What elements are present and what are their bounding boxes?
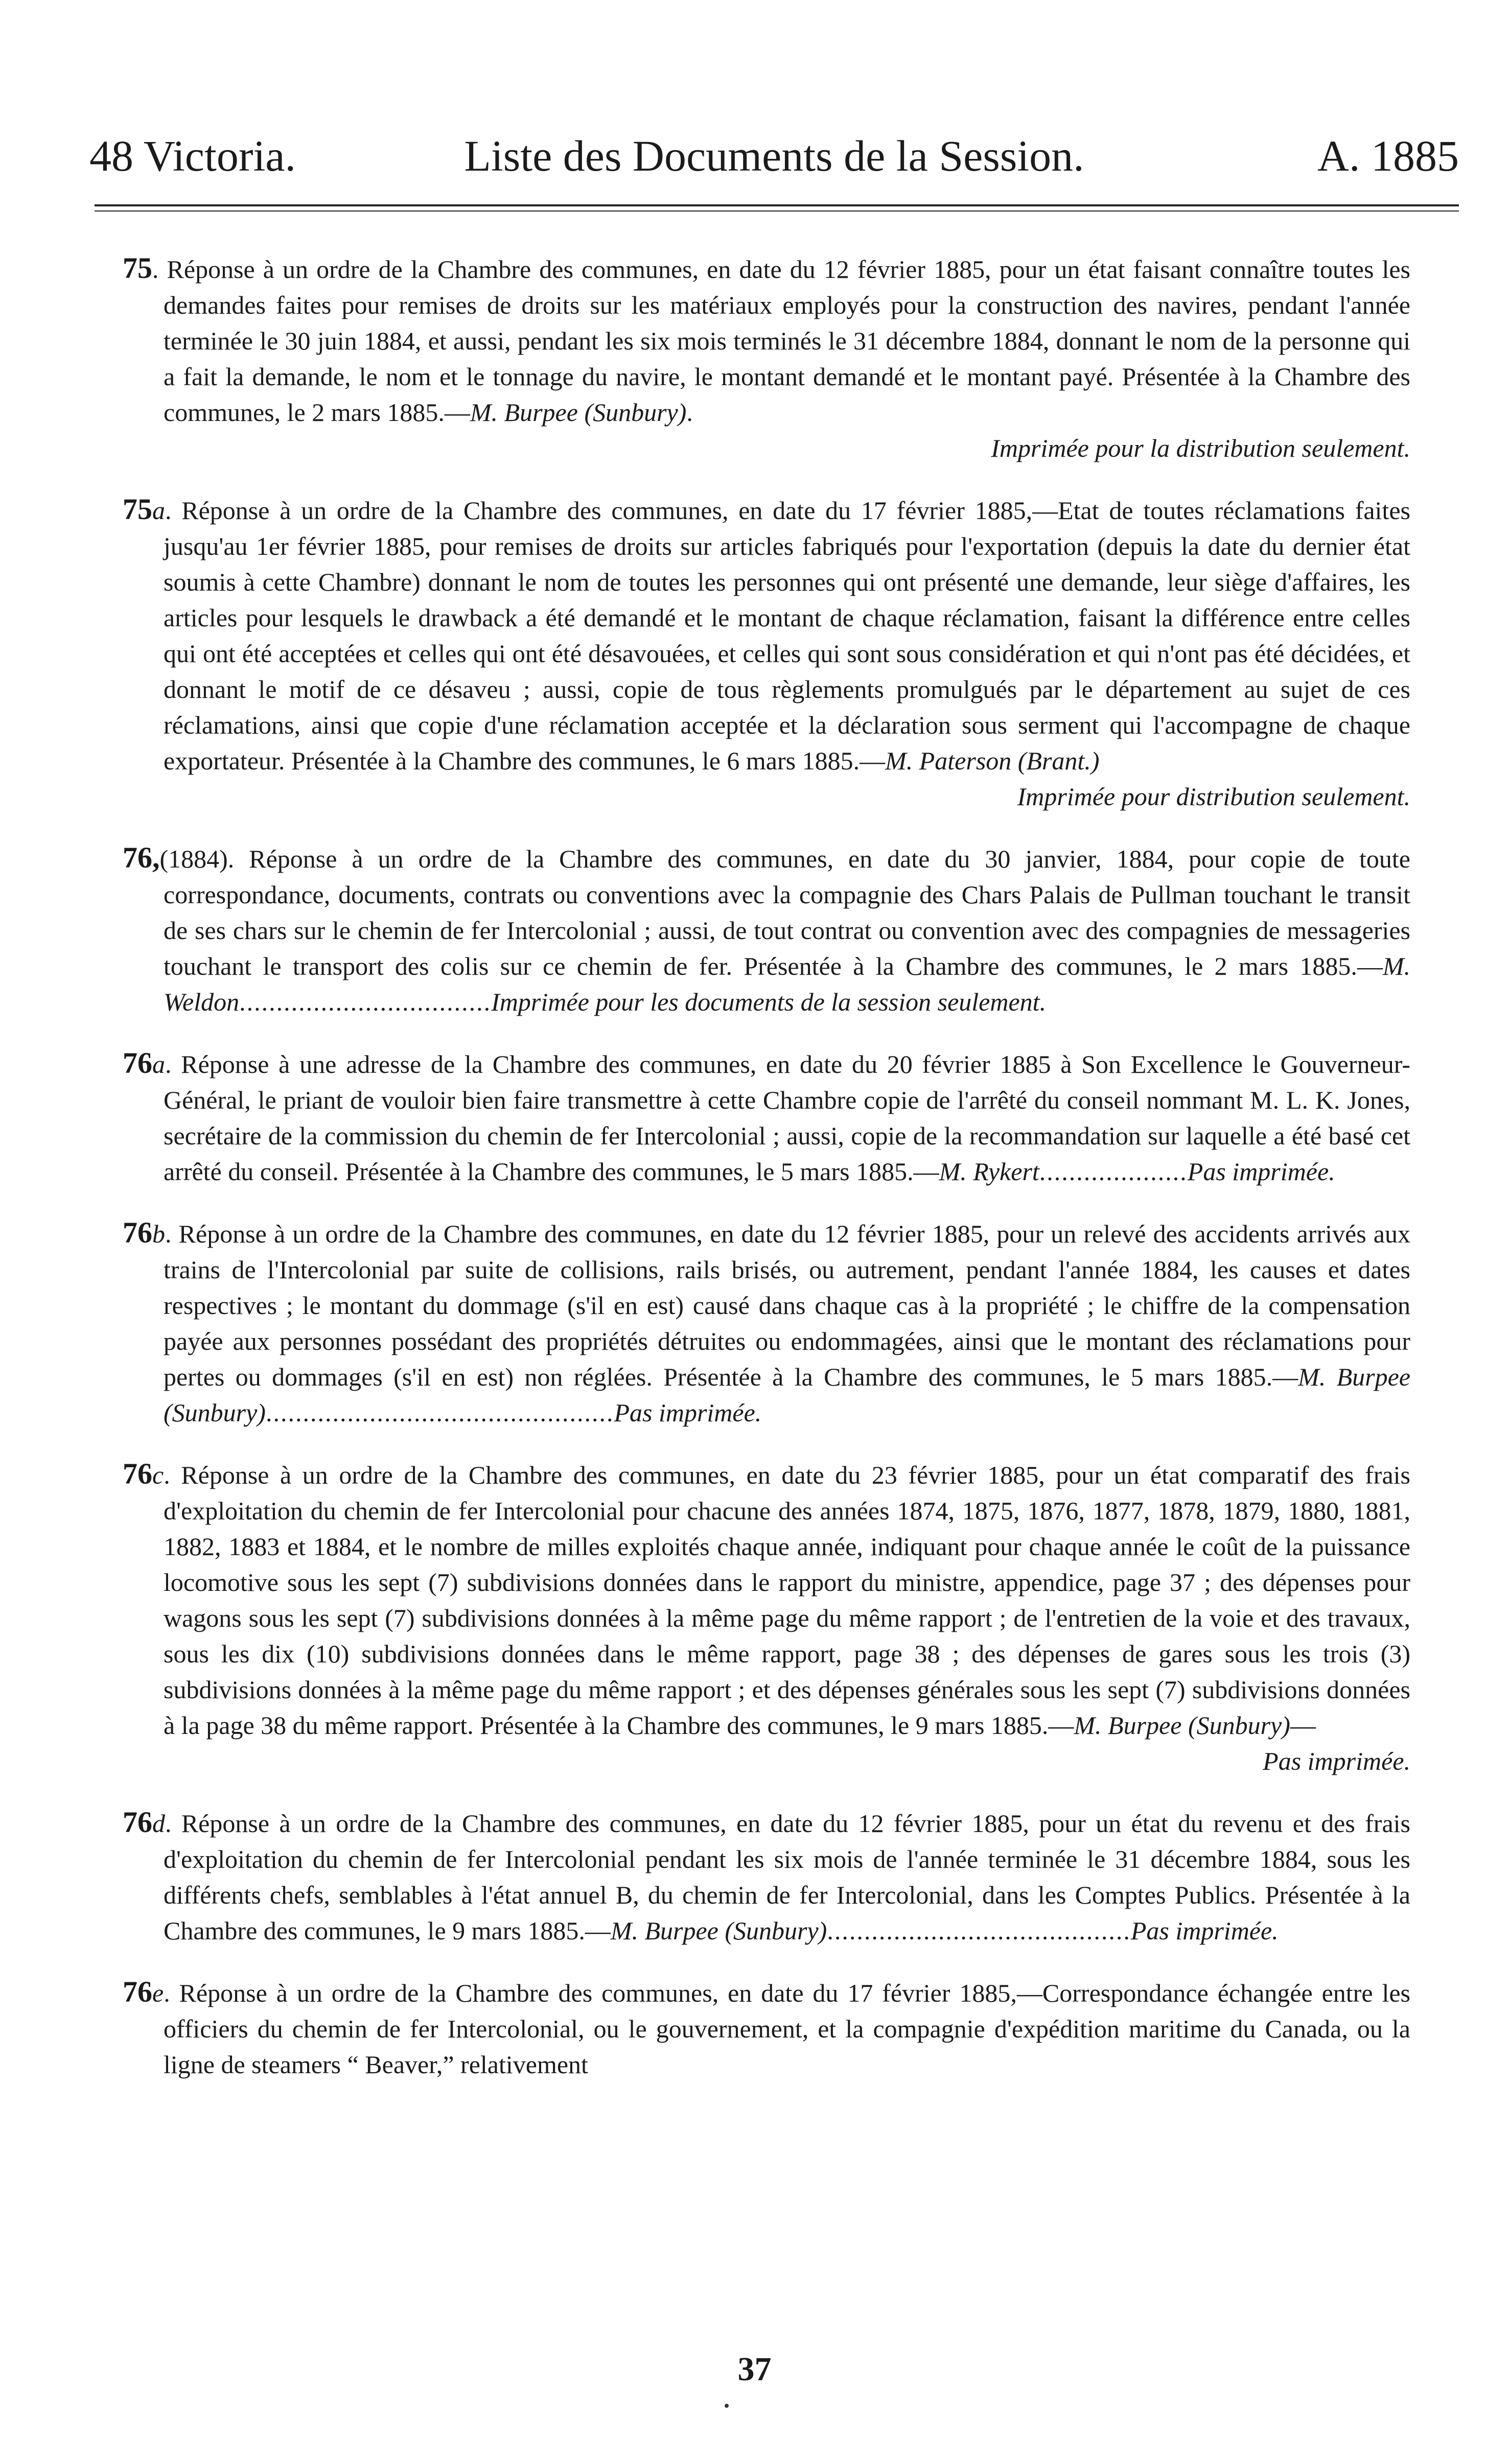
entry-number: 75 [123,251,152,285]
entry-76e [123,1974,1410,2082]
entry-76a [123,1045,1410,1189]
entry-member: M. Burpee (Sunbury) [470,398,687,427]
entry-76c [123,1456,1410,1779]
entry-member: M. Burpee (Sunbury) [610,1916,827,1945]
entry-number: 76, [123,841,160,874]
entry-number: 76a [123,1046,165,1080]
entry-member: M. Burpee (Sunbury) [1074,1711,1290,1740]
entry-status: Imprimée pour les documents de la session seulement. [491,988,1047,1016]
document-list [123,225,1410,2102]
leader-dots: ......................................... [827,1916,1131,1945]
running-header [89,125,1459,186]
leader-dots: .................... [1039,1157,1188,1186]
entry-punct: . [686,398,693,427]
entry-number: 76e [123,1975,164,2008]
entry-member: M. Weldon [164,952,1410,1016]
entry-member: M. Paterson (Brant.) [885,746,1100,775]
entry-text: . Réponse à un ordre de la Chambre des communes, en date du 23 février 1885, pour un état comparatif des frais d'exploitation du chemin de fer Intercolonial pour chacune des années 1874, 1875, 1876, 1877, 1878, 1879, 1880, 1881, 1882, 1883 et 1884, et le nombre de milles exploités chaque année, indiquant pour chaque année le coût de la puissance locomotive sous les sept (7) subdivisions données dans le rapport du ministre, appendice, page 37 ; des dépenses pour wagons sous les sept (7) subdivisions données à la même page du même rapport ; de l'entretien de la voie et des travaux, sous les dix (10) subdivisions données dans le même rapport, page 38 ; des dépenses de gares sous les trois (3) subdivisions données à la même page du même rapport ; et des dépenses générales sous les sept (7) subdivisions données à la page 38 du même rapport. Présentée à la Chambre des communes, le 9 mars 1885.— [164,1461,1410,1740]
entry-status: Pas imprimée. [1187,1157,1335,1186]
entry-76-1884 [123,840,1410,1020]
entry-76b [123,1215,1410,1430]
page-number: 37 [737,2351,772,2388]
entry-punct: — [1290,1711,1316,1740]
entry-status: Pas imprimée. [1130,1916,1279,1945]
entry-76d [123,1804,1410,1949]
entry-status: Pas imprimée. [1263,1747,1410,1775]
entry-text: . Réponse à un ordre de la Chambre des communes, en date du 12 février 1885, pour un état faisant connaître toutes les demandes faites pour remises de droits sur les matériaux employés pour la construction des navires, pendant l'année terminée le 30 juin 1884, et aussi, pendant les six mois terminés le 31 décembre 1884, donnant le nom de la personne qui a fait la demande, le nom et le tonnage du navire, le montant demandé et le montant payé. Présentée à la Chambre des communes, le 2 mars 1885.— [152,255,1410,427]
header-rule [95,204,1459,206]
entry-member: M. Burpee (Sunbury) [164,1363,1410,1427]
header-title: Liste des Documents de la Session. [464,131,1084,180]
entry-status: Imprimée pour la distribution seulement. [991,434,1410,462]
entry-text: (1884). Réponse à un ordre de la Chambre des communes, en date du 30 janvier, 1884, pour copie de toute correspondance, documents, contrats ou conventions avec la compagnie des Chars Palais de Pullman touchant le transit de ses chars sur le chemin de fer Intercolonial ; aussi, de tout contrat ou convention avec des compagnies de messageries touchant le transport des colis sur ce chemin de fer. Présentée à la Chambre des communes, le 2 mars 1885.— [159,844,1410,980]
header-rule-thin [95,210,1459,212]
header-year: A. 1885 [1317,131,1459,180]
entry-text: . Réponse à une adresse de la Chambre des communes, en date du 20 février 1885 à Son Excellence le Gouverneur-Général, le priant de vouloir bien faire transmettre à cette Chambre copie de l'arrêté du conseil nommant M. L. K. Jones, secrétaire de la commission du chemin de fer Intercolonial ; aussi, copie de la recommandation sur laquelle a été basé cet arrêté du conseil. Présentée à la Chambre des communes, le 5 mars 1885.— [164,1050,1410,1186]
entry-status: Imprimée pour distribution seulement. [1017,782,1410,811]
leader-dots: ............................................... [265,1398,614,1427]
entry-text: . Réponse à un ordre de la Chambre des communes, en date du 17 février 1885,—Etat de toutes réclamations faites jusqu'au 1er février 1885, pour remises de droits sur articles fabriqués pour l'exportation (depuis la date du dernier état soumis à cette Chambre) donnant le nom de toutes les personnes qui ont présenté une demande, leur siège d'affaires, les articles pour lesquels le drawback a été demandé et le montant de chaque réclamation, faisant la différence entre celles qui ont été acceptées et celles qui ont été désavouées, et celles qui sont sous considération et qui n'ont pas été décidées, et donnant le motif de ce désaveu ; aussi, copie de tous règlements promulgués par le département au sujet de ces réclamations, ainsi que copie d'une réclamation acceptée et la déclaration sous serment qui l'accompagne de chaque exportateur. Présentée à la Chambre des communes, le 6 mars 1885.— [164,496,1410,775]
entry-number: 75a [123,492,165,526]
entry-75a [123,491,1410,814]
header-session: 48 Victoria. [89,131,296,180]
entry-number: 76c [123,1457,164,1490]
entry-text: . Réponse à un ordre de la Chambre des communes, en date du 12 février 1885, pour un état du revenu et des frais d'exploitation du chemin de fer Intercolonial pendant les six mois de l'année terminée le 31 décembre 1884, sous les différents chefs, semblables à l'état annuel B, du chemin de fer Intercolonial, dans les Comptes Publics. Présentée à la Chambre des communes, le 9 mars 1885.— [164,1809,1410,1945]
entry-75 [123,250,1410,466]
entry-number: 76b [123,1216,165,1249]
entry-text: . Réponse à un ordre de la Chambre des communes, en date du 12 février 1885, pour un relevé des accidents arrivés aux trains de l'Intercolonial par suite de collisions, rails brisés, ou autrement, pendant l'année 1884, les causes et dates respectives ; le montant du dommage (s'il en est) causé dans chaque cas à la propriété ; le chiffre de la compensation payée aux personnes possédant des propriétés détruites ou endommagées, ainsi que le montant des réclamations pour pertes ou dommages (s'il en est) non réglées. Présentée à la Chambre des communes, le 5 mars 1885.— [164,1219,1410,1391]
entry-text: . Réponse à un ordre de la Chambre des communes, en date du 17 février 1885,—Correspondance échangée entre les officiers du chemin de fer Intercolonial, ou le gouvernement, et la compagnie d'expédition maritime du Canada, ou la ligne de steamers “ Beaver,” relativement [164,1979,1410,2079]
entry-number: 76d [123,1805,165,1839]
leader-dots: .................................. [239,988,492,1016]
entry-member: M. Rykert [939,1157,1039,1186]
print-speck [725,2404,729,2408]
entry-status: Pas imprimée. [614,1398,762,1427]
